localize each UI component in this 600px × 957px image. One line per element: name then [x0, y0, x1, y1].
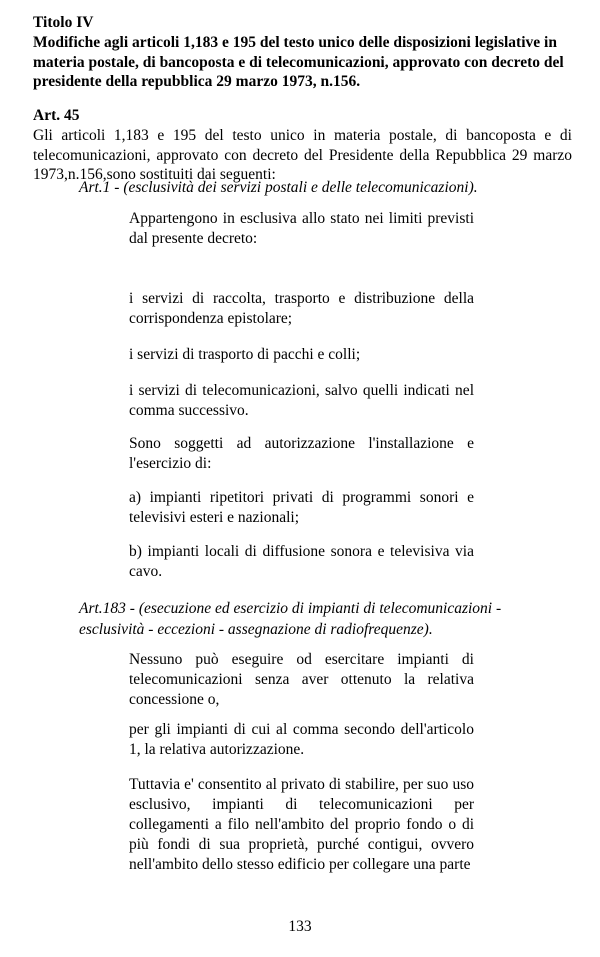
art1-paragraph: a) impianti ripetitori privati di programmi sonori e televisivi esteri e nazionali;	[129, 489, 474, 526]
art183-paragraph: per gli impianti di cui al comma secondo dell'articolo 1, la relativa autorizzazione.	[129, 721, 474, 758]
art183-paragraph: Tuttavia e' consentito al privato di stabilire, per suo uso esclusivo, impianti di telecomunicazioni per collegamenti a filo nell'ambito del proprio fondo o di più fondi di sua proprietà, purché contigui, ovvero nell'ambito dello stesso edificio per collegare una parte	[129, 776, 474, 873]
page-number: 133	[288, 918, 312, 935]
art1-paragraph: Sono soggetti ad autorizzazione l'installazione e l'esercizio di:	[129, 435, 474, 472]
art1-paragraph: i servizi di trasporto di pacchi e colli;	[129, 346, 361, 363]
art1-paragraph: i servizi di raccolta, trasporto e distribuzione della corrispondenza epistolare;	[129, 290, 474, 327]
art1-paragraph: Appartengono in esclusiva allo stato nei limiti previsti dal presente decreto:	[129, 210, 474, 247]
title-label: Titolo IV	[33, 14, 94, 31]
art1-paragraph: b) impianti locali di diffusione sonora e televisiva via cavo.	[129, 543, 474, 580]
art1-heading: Art.1 - (esclusività dei servizi postali e delle telecomunicazioni).	[79, 179, 478, 196]
art1-paragraph: i servizi di telecomunicazioni, salvo quelli indicati nel comma successivo.	[129, 382, 474, 419]
article-intro: Gli articoli 1,183 e 195 del testo unico in materia postale, di bancoposta e di telecomunicazioni, approvato con decreto del Presidente della Repubblica 29 marzo 1973,n.156,sono sostituiti dai seguenti:	[33, 127, 572, 183]
art183-paragraph: Nessuno può eseguire od esercitare impianti di telecomunicazioni senza aver ottenuto la relativa concessione o,	[129, 651, 474, 708]
art183-heading: Art.183 - (esecuzione ed esercizio di impianti di telecomunicazioni - esclusività - eccezioni - assegnazione di radiofrequenze).	[79, 600, 502, 638]
article-label: Art. 45	[33, 107, 80, 124]
title-subtitle: Modifiche agli articoli 1,183 e 195 del testo unico delle disposizioni legislative in materia postale, di bancoposta e di telecomunicazioni, approvato con decreto del presidente della repubblica 29 marzo 1973, n.156.	[33, 34, 564, 90]
